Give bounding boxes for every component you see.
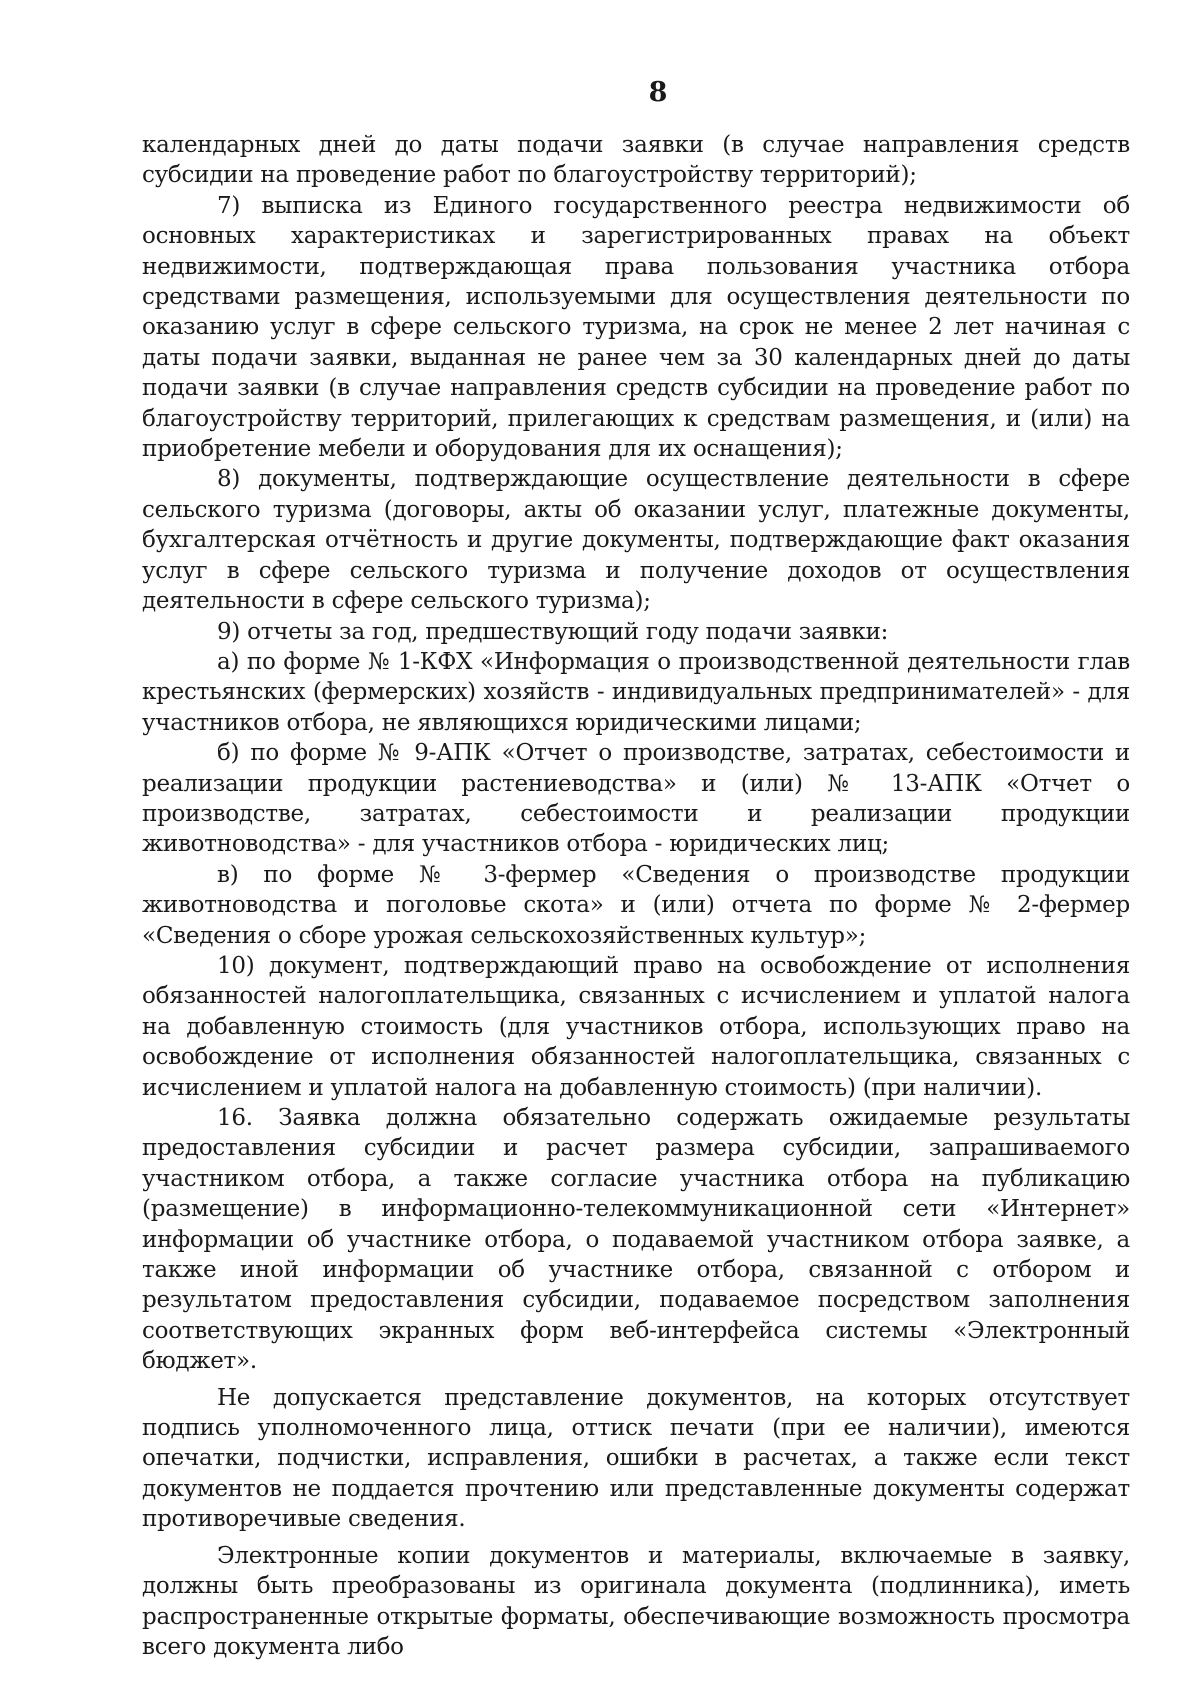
paragraph-item-8: 8) документы, подтверждающие осуществление деятельности в сфере сельского туризма (договоры, акты об оказании услуг, платежные документы, бухгалтерская отчётность и другие документы, подтверждающие факт оказания услуг в сфере сельского туризма и получение доходов от осуществления деятельности в сфере сельского туризма); (142, 466, 1130, 615)
paragraph-continuation: календарных дней до даты подачи заявки (в случае направления средств субсидии на проведение работ по благоустройству территорий); (142, 132, 1130, 189)
paragraph-item-10: 10) документ, подтверждающий право на освобождение от исполнения обязанностей налогоплательщика, связанных с исчислением и уплатой налога на добавленную стоимость (для участников отбора, использующих право на освобождение от исполнения обязанностей налогоплательщика, связанных с исчислением и уплатой налога на добавленную стоимость) (при наличии). (142, 952, 1130, 1101)
paragraph-item-9b: б) по форме № 9-АПК «Отчет о производстве, затратах, себестоимости и реализации продукции растениеводства» и (или) № 13-АПК «Отчет о производстве, затратах, себестоимости и реализации продукции животноводства» - для участников отбора - юридических лиц; (142, 740, 1130, 858)
document-page (142, 78, 1130, 1662)
paragraph-item-7: 7) выписка из Единого государственного реестра недвижимости об основных характеристиках и зарегистрированных правах на объект недвижимости, подтверждающая права пользования участника отбора средствами размещения, используемыми для осуществления деятельности по оказанию услуг в сфере сельского туризма, на срок не менее 2 лет начиная с даты подачи заявки, выданная не ранее чем за 30 календарных дней до даты подачи заявки (в случае направления средств субсидии на проведение работ по благоустройству территорий, прилегающих к средствам размещения, и (или) на приобретение мебели и оборудования для их оснащения); (142, 192, 1130, 463)
paragraph-item-9a: а) по форме № 1-КФХ «Информация о производственной деятельности глав крестьянских (фермерских) хозяйств - индивидуальных предпринимателей» - для участников отбора, не являющихся юридическими лицами; (142, 648, 1130, 736)
paragraph-section-16: 16. Заявка должна обязательно содержать ожидаемые результаты предоставления субсидии и расчет размера субсидии, запрашиваемого участником отбора, а также согласие участника отбора на публикацию (размещение) в информационно-телекоммуникационной сети «Интернет» информации об участнике отбора, о подаваемой участником отбора заявке, а также иной информации об участнике отбора, связанной с отбором и результатом предоставления субсидии, подаваемое посредством заполнения соответствующих экранных форм веб-интерфейса системы «Электронный бюджет». (142, 1105, 1130, 1375)
page-number: 8 (648, 77, 668, 108)
paragraph-item-9: 9) отчеты за год, предшествующий году подачи заявки: (217, 618, 889, 645)
paragraph-item-9v: в) по форме № 3-фермер «Сведения о производстве продукции животноводства и поголовье скота» и (или) отчета по форме № 2-фермер «Сведения о сборе урожая сельскохозяйственных культур»; (142, 861, 1130, 949)
paragraph-electronic-copies: Электронные копии документов и материалы, включаемые в заявку, должны быть преобразованы из оригинала документа (подлинника), иметь распространенные открытые форматы, обеспечивающие возможность просмотра всего документа либо (142, 1542, 1130, 1660)
paragraph-not-allowed: Не допускается представление документов, на которых отсутствует подпись уполномоченного лица, оттиск печати (при ее наличии), имеются опечатки, подчистки, исправления, ошибки в расчетах, а также если текст документов не поддается прочтению или представленные документы содержат противоречивые сведения. (142, 1384, 1130, 1533)
